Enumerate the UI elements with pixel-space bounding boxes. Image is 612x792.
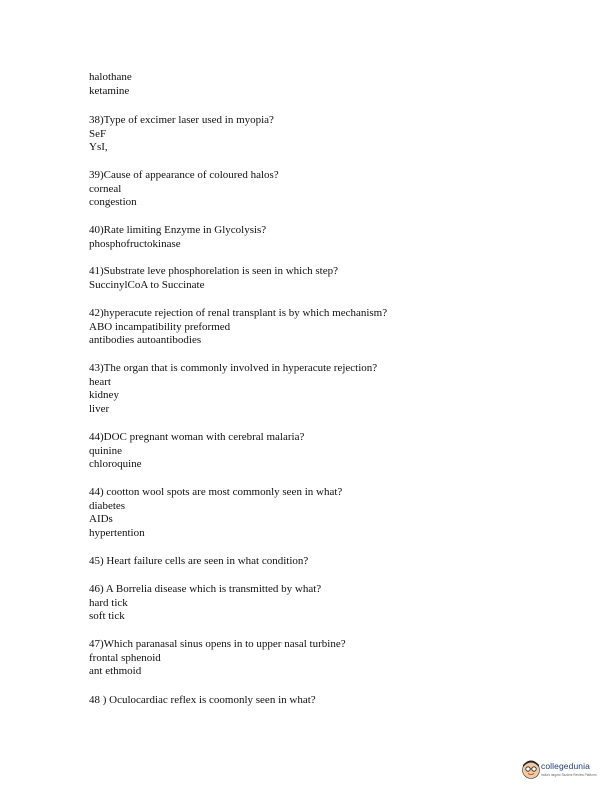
- option-line: diabetes: [89, 499, 126, 512]
- question-text: 44)DOC pregnant woman with cerebral malaria?: [89, 431, 305, 443]
- question-text: 43)The organ that is commonly involved in hyperacute rejection?: [89, 362, 378, 374]
- option-line: SuccinylCoA to Succinate: [89, 278, 205, 291]
- question-text: 44) cootton wool spots are most commonly seen in what?: [89, 486, 343, 498]
- option-line: soft tick: [89, 610, 125, 622]
- question-block: [89, 224, 266, 251]
- question-block: [89, 638, 346, 679]
- option-line: hard tick: [89, 596, 128, 609]
- option-line: ABO incampatibility preformed: [89, 320, 231, 333]
- question-text: 48 ) Oculocardiac reflex is coomonly seen in what?: [89, 694, 316, 706]
- option-line: ant ethmoid: [89, 665, 142, 677]
- mascot-icon: [521, 759, 541, 779]
- question-block: [89, 555, 308, 569]
- option-line: quinine: [89, 444, 122, 457]
- option-line: antibodies autoantibodies: [89, 334, 202, 346]
- question-text: 38)Type of excimer laser used in myopia?: [89, 114, 274, 126]
- question-block: [89, 307, 387, 348]
- question-text: 47)Which paranasal sinus opens in to upper nasal turbine?: [89, 638, 346, 650]
- logo-name: collegedunia: [541, 761, 590, 771]
- option-line: frontal sphenoid: [89, 651, 161, 664]
- option-line: liver: [89, 402, 110, 415]
- question-text: 45) Heart failure cells are seen in what condition?: [89, 555, 309, 567]
- question-text: 40)Rate limiting Enzyme in Glycolysis?: [89, 224, 267, 236]
- option-line: congestion: [89, 196, 137, 208]
- option-line: hypertention: [89, 526, 145, 539]
- option-line: halothane: [89, 71, 132, 83]
- question-block: [89, 362, 377, 416]
- option-line: AIDs: [89, 513, 113, 525]
- collegedunia-logo: [521, 756, 605, 784]
- question-text: 46) A Borrelia disease which is transmitted by what?: [89, 583, 322, 595]
- question-block: [89, 169, 279, 210]
- question-block: [89, 486, 342, 540]
- option-line: ketamine: [89, 84, 130, 97]
- leading-options: [89, 71, 132, 98]
- logo-tagline: India's largest Student Review Platform: [541, 773, 597, 777]
- option-line: phosphofructokinase: [89, 237, 181, 250]
- question-text: 41)Substrate leve phosphorelation is seen in which step?: [89, 265, 338, 277]
- option-line: corneal: [89, 182, 122, 195]
- question-block: [89, 431, 304, 472]
- option-line: kidney: [89, 389, 119, 401]
- question-text: 42)hyperacute rejection of renal transplant is by which mechanism?: [89, 307, 388, 319]
- option-line: heart: [89, 375, 111, 388]
- question-block: [89, 114, 274, 155]
- option-line: YsI,: [89, 141, 108, 153]
- question-block: [89, 583, 321, 624]
- question-text: 39)Cause of appearance of coloured halos?: [89, 169, 279, 181]
- question-block: [89, 694, 316, 708]
- question-block: [89, 265, 338, 292]
- option-line: chloroquine: [89, 458, 142, 470]
- option-line: SeF: [89, 127, 107, 140]
